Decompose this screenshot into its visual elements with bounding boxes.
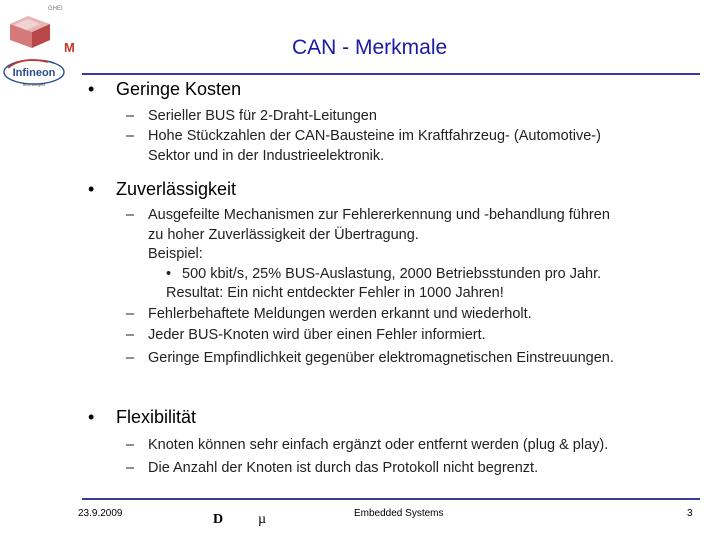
logo-brand-tag: technologies (22, 82, 46, 87)
section-heading-text: Geringe Kosten (116, 79, 242, 99)
dash-icon: – (126, 128, 135, 144)
list-item-text: Die Anzahl der Knoten ist durch das Protokoll nicht begrenzt. (148, 460, 539, 476)
infineon-logo (2, 58, 66, 88)
section-heading-zuverlaessigkeit (88, 179, 236, 200)
footer-date: 23.9.2009 (78, 508, 123, 519)
list-item (126, 325, 486, 345)
sub-bullet-icon: • (166, 266, 172, 282)
list-item-text: Ausgefeilte Mechanismen zur Fehlererkennung und -behandlung führen (148, 207, 610, 223)
dash-icon: – (126, 108, 135, 124)
section-heading-text: Zuverlässigkeit (116, 179, 237, 199)
dash-icon: – (126, 460, 135, 476)
footer-mu-mark: µ (258, 512, 267, 527)
footer-divider (82, 498, 700, 500)
list-item (126, 348, 614, 368)
dash-icon: – (126, 327, 135, 343)
logo-letter: M (64, 40, 75, 55)
list-item-text: Hohe Stückzahlen der CAN-Bausteine im Kraftfahrzeug- (Automotive-) (148, 128, 601, 144)
list-item (126, 458, 539, 478)
list-item-text: Fehlerbehaftete Meldungen werden erkannt und wiederholt. (148, 306, 532, 322)
list-item-text: Geringe Empfindlichkeit gegenüber elektromagnetischen Einstreuungen. (148, 350, 614, 366)
list-item-text: 500 kbit/s, 25% BUS-Auslastung, 2000 Betriebsstunden pro Jahr. (182, 266, 602, 282)
footer-page-number: 3 (687, 508, 693, 519)
list-item (126, 435, 609, 455)
bullet-icon: • (88, 407, 95, 427)
list-item (126, 106, 377, 126)
footer-d-mark: D (213, 512, 224, 527)
list-item (126, 126, 601, 146)
list-item-text: Serieller BUS für 2-Draht-Leitungen (148, 108, 377, 124)
title-divider (82, 73, 700, 75)
list-item-text: Jeder BUS-Knoten wird über einen Fehler informiert. (148, 327, 486, 343)
list-item-text: zu hoher Zuverlässigkeit der Übertragung. (148, 227, 419, 243)
dash-icon: – (126, 306, 135, 322)
section-heading-text: Flexibilität (116, 407, 197, 427)
list-item-text: Sektor und in der Industrieelektronik. (148, 148, 385, 164)
bullet-icon: • (88, 179, 95, 199)
list-item-continuation (148, 146, 384, 166)
dash-icon: – (126, 437, 135, 453)
list-item-text: Resultat: Ein nicht entdeckter Fehler in 1000 Jahren! (166, 285, 504, 301)
section-heading-flexibilitaet (88, 407, 196, 428)
logo-small-text: GHEI (48, 6, 63, 12)
footer-course-name: Embedded Systems (354, 508, 444, 519)
logo-cube-icon (6, 12, 54, 50)
list-item-continuation (148, 244, 203, 264)
list-item (126, 205, 610, 225)
bullet-icon: • (88, 79, 95, 99)
list-item-continuation (148, 225, 419, 245)
section-heading-kosten (88, 79, 241, 100)
list-item-text: Beispiel: (148, 246, 203, 262)
logo-brand: Infineon (12, 67, 56, 79)
list-item-text: Knoten können sehr einfach ergänzt oder entfernt werden (plug & play). (148, 437, 609, 453)
slide-title: CAN - Merkmale (292, 36, 448, 59)
list-subitem (166, 264, 602, 284)
list-subitem-continuation (166, 283, 504, 303)
list-item (126, 304, 532, 324)
dash-icon: – (126, 350, 135, 366)
dash-icon: – (126, 207, 135, 223)
